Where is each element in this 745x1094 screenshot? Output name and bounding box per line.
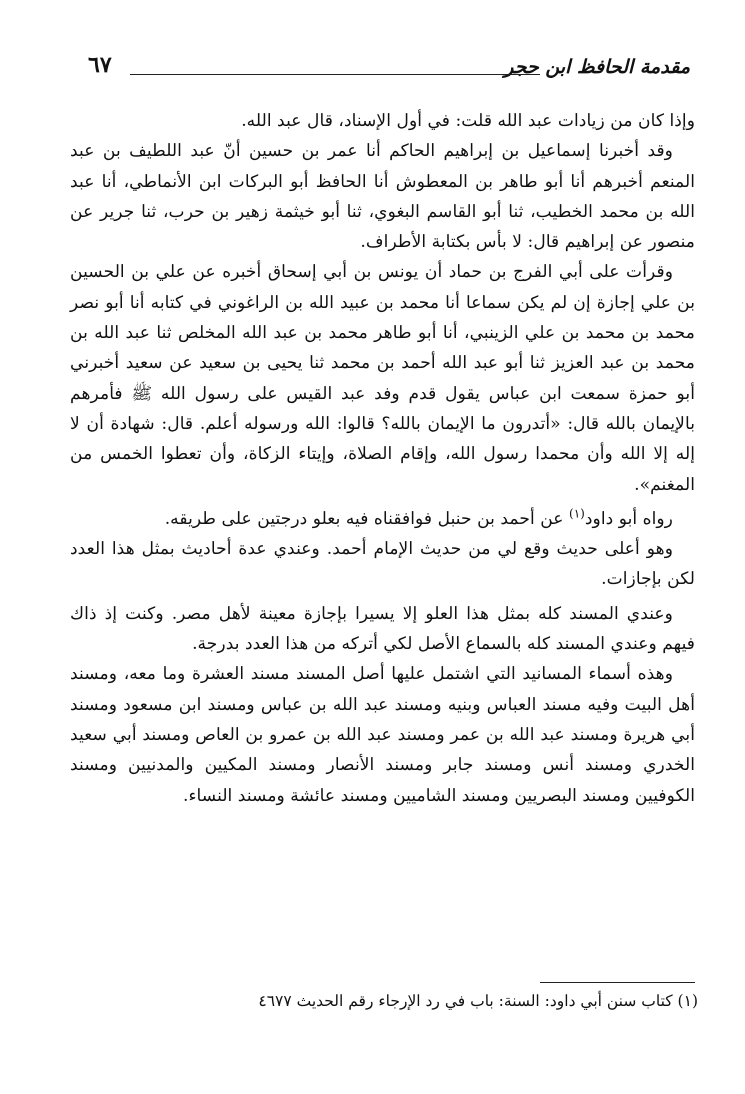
paragraph-musnad-ijaza: وعندي المسند كله بمثل هذا العلو إلا يسيرا بإجازة معينة لأهل مصر. وكنت إذ ذاك فيهم وعندي المسند كله بالسماع الأصل لكي أتركه من هذا العدد بدرجة.	[70, 603, 695, 655]
footnote: (١) كتاب سنن أبي داود: السنة: باب في رد الإرجاء رقم الحديث ٤٦٧٧	[258, 992, 698, 1010]
footnote-rule	[540, 982, 695, 983]
running-title: مقدمة الحافظ ابن حجر	[504, 56, 690, 78]
paragraph-isnad-note: وإذا كان من زيادات عبد الله قلت: في أول الإسناد، قال عبد الله.	[241, 111, 695, 131]
riwaya-rest: عن أحمد بن حنبل فوافقناه فيه بعلو درجتين على طريقه.	[164, 508, 570, 529]
paragraph-atraf: وقد أخبرنا إسماعيل بن إبراهيم الحاكم أنا عمر بن حسين أنّ عبد اللطيف بن عبد المنعم أخبرهم أنا أبو طاهر بن المعطوش أنا الحافظ أبو البركات ابن الأنماطي، أنا عبد الله بن محمد الخطيب، ثنا أبو القاسم البغوي، ثنا أبو خيثمة زهير بن حرب، ثنا جرير عن منصور عن إبراهيم قال: لا بأس بكتابة الأطراف.	[70, 141, 695, 253]
paragraph-hadith-iman: وقرأت على أبي الفرج بن حماد أن يونس بن أبي إسحاق أخبره عن علي بن الحسين بن علي إجازة إن لم يكن سماعا أنا محمد بن عبيد الله بن الراغوني في كتابه أنا أبو نصر محمد بن محمد بن علي الزينبي، أنا أبو طاهر محمد بن عبد الله المخلص ثنا عبد الله بن محمد بن عبد العزيز ثنا أبو عبد الله أحمد بن محمد ثنا يحيى بن سعيد عن سعيد أخبرني أبو حمزة سمعت ابن عباس يقول قدم وفد عبد القيس على رسول الله ﷺ فأمرهم بالإيمان بالله قال: «أتدرون ما الإيمان بالله؟ قالوا: الله ورسوله أعلم. قال: شهادة أن لا إله إلا الله وأن محمدا رسول الله، وإقام الصلاة، وإيتاء الزكاة، وأن تعطوا الخمس من المغنم».	[70, 262, 695, 495]
footnote-marker[interactable]: (١)	[569, 506, 585, 521]
riwaya-lead: رواه أبو داود	[584, 508, 673, 529]
header-rule	[130, 74, 540, 75]
page-number: ٦٧	[88, 52, 112, 78]
main-text	[70, 106, 695, 811]
paragraph-highest-hadith: وهو أعلى حديث وقع لي من حديث الإمام أحمد. وعندي عدة أحاديث بمثل هذا العدد لكن بإجازات.	[70, 539, 695, 590]
paragraph-riwaya	[70, 504, 695, 534]
paragraph-masanid-list: وهذه أسماء المسانيد التي اشتمل عليها أصل المسند مسند العشرة وما معه، ومسند أهل البيت وفيه مسند العباس وبنيه ومسند عبد الله بن عباس ومسند ابن مسعود ومسند أبي هريرة ومسند عبد الله بن عمر ومسند عبد الله بن عمرو بن العاص ومسند أبي سعيد الخدري ومسند أنس ومسند جابر ومسند الأنصار ومسند المكيين والمدنيين ومسند الكوفيين ومسند البصريين ومسند الشاميين ومسند عائشة ومسند النساء.	[70, 664, 695, 806]
page-header	[70, 52, 690, 92]
